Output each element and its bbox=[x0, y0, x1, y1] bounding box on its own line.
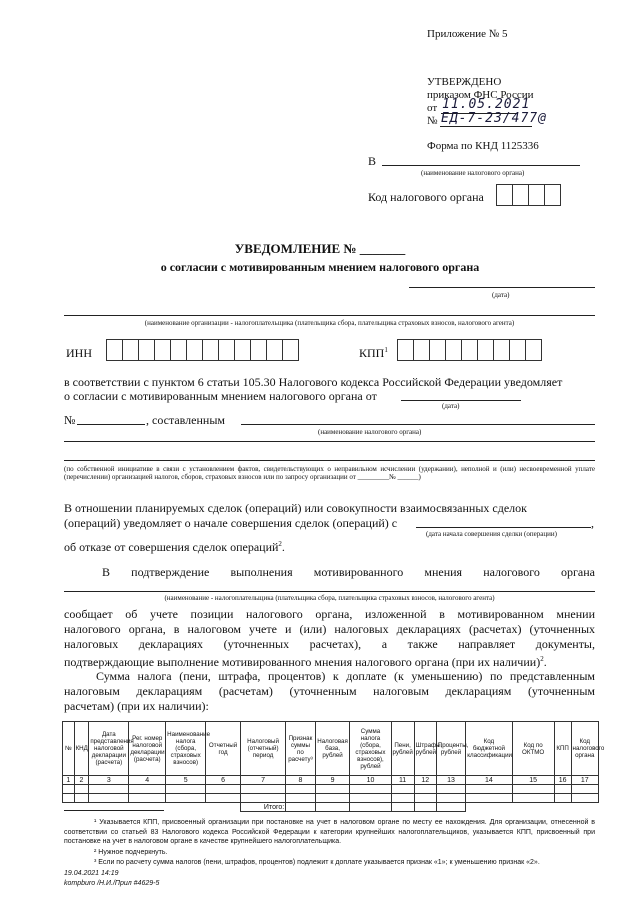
col-header: Код по ОКТМО bbox=[512, 722, 554, 776]
order-date-prefix: от bbox=[427, 102, 438, 114]
notice-title: УВЕДОМЛЕНИЕ № _______ bbox=[234, 241, 406, 256]
to-prefix: В bbox=[368, 154, 377, 168]
tax-authority-code-boxes[interactable] bbox=[496, 184, 560, 206]
order-number-handwritten: ЕД-7-23/477@ bbox=[441, 111, 547, 126]
inn-label: ИНН bbox=[66, 346, 92, 360]
compiled-label: , составленным bbox=[146, 413, 225, 427]
col-header: Отчетный год bbox=[206, 722, 241, 776]
table-row[interactable] bbox=[63, 785, 599, 794]
col-header: Штрафы, рублей bbox=[414, 722, 436, 776]
para1-line1: в соответствии с пунктом 6 статьи 105.30 Налогового кодекса Российской Федерации уведомляет bbox=[64, 375, 563, 389]
col-header: Налоговый (отчетный) период bbox=[240, 722, 285, 776]
compiled-caption: (наименование налогового органа) bbox=[318, 428, 422, 436]
kpp-boxes[interactable] bbox=[397, 339, 541, 361]
footnote-2: ² Нужное подчеркнуть. bbox=[94, 849, 168, 856]
order-by-label: приказом ФНС России bbox=[427, 89, 534, 101]
stamp-date: 19.04.2021 14:19 bbox=[64, 870, 119, 877]
declarations-table bbox=[62, 721, 605, 812]
col-header: КНД bbox=[74, 722, 89, 776]
deals-date-caption: (дата начала совершения сделки (операции) bbox=[426, 530, 557, 538]
col-header: Признак суммы по расчету³ bbox=[286, 722, 315, 776]
inn-boxes[interactable] bbox=[106, 339, 298, 361]
col-header: Рег. номер налоговой декларации (расчета) bbox=[129, 722, 166, 776]
approved-label: УТВЕРЖДЕНО bbox=[427, 76, 502, 88]
notice-subtitle: о согласии с мотивированным мнением налогового органа bbox=[160, 260, 480, 274]
col-header: Пени, рублей bbox=[391, 722, 414, 776]
col-header: КПП bbox=[554, 722, 571, 776]
kpp-label: КПП$^1$ bbox=[359, 346, 388, 360]
report-paragraph: сообщает об учете позиции налогового органа, изложенной в мотивированном мнении налогового органа, в налоговом учете и (или) налоговых декларациях (расчетах) (уточненных налоговых декларациях (уточненных расчетах), а также направляет документы, подтверждающие выполнение мотивированного мнения налогового органа (при их наличии)$^2$. bbox=[64, 607, 595, 669]
order-date-handwritten: 11.05.2021 bbox=[442, 97, 531, 112]
order-number-prefix: № bbox=[427, 115, 438, 127]
col-header: Налоговая база, рублей bbox=[315, 722, 350, 776]
table-header-row bbox=[63, 722, 599, 776]
col-header: Дата представления налоговой декларации (расчета) bbox=[89, 722, 129, 776]
compiled-no-label: № bbox=[64, 413, 76, 427]
tax-authority-caption: (наименование налогового органа) bbox=[421, 169, 525, 177]
form-code-label: Форма по КНД 1125336 bbox=[427, 140, 539, 152]
col-header: Код бюджетной классификации bbox=[466, 722, 512, 776]
confirm-caption: (наименование - налогоплательщика (плательщика сбора, плательщика страховых взносов, налогового агента) bbox=[164, 594, 495, 602]
sum-paragraph: Сумма налога (пени, штрафа, процентов) к доплате (к уменьшению) по представленным налоговым декларациям (расчетам) (уточненным налоговым декларациям (уточненным расчетам) (при их наличии): bbox=[64, 669, 595, 713]
deals-line2: (операций) уведомляет о начале совершения сделок (операций) с bbox=[64, 516, 398, 530]
para1-line2: о согласии с мотивированным мнением налогового органа от bbox=[64, 389, 377, 403]
footnote-3: ³ Если по расчету сумма налогов (пени, штрафов, процентов) подлежит к доплате указывается признак «1»; к уменьшению признак «2». bbox=[94, 859, 540, 866]
stamp-ref: kompburo /Н.И./Прил #4629-5 bbox=[64, 880, 160, 887]
confirm-line: В подтверждение выполнения мотивированного мнения налогового органа bbox=[102, 565, 595, 579]
org-caption: (наименование организации - налогоплательщика (плательщика сбора, плательщика страховых взносов, налогового агента) bbox=[144, 319, 515, 327]
deals-refusal: об отказе от совершения сделок операций$^2$. bbox=[64, 540, 285, 554]
table-row[interactable] bbox=[63, 794, 599, 803]
col-header: Сумма налога (сбора, страховых взносов), рублей bbox=[350, 722, 391, 776]
notice-date-caption: (дата) bbox=[492, 291, 510, 299]
deals-line1: В отношении планируемых сделок (операций) или совокупности взаимосвязанных сделок bbox=[64, 501, 527, 515]
tax-authority-code-label: Код налогового органа bbox=[368, 190, 484, 204]
para1-date-caption: (дата) bbox=[442, 402, 460, 410]
footnote-1: ¹ Указывается КПП, присвоенный организации при постановке на учет в налоговом органе по месту ее нахождения. Для организации, отнесенной в соответствии со статьей 83 Налогового кодекса Российской Федерации к категории крупнейших налогоплательщиков, указывается КПП, присвоенный при постановке на учет в налоговом органе в качестве крупнейшего налогоплательщика. bbox=[64, 819, 595, 845]
col-header: Код налогового органа bbox=[571, 722, 598, 776]
total-label: Итого: bbox=[240, 803, 285, 812]
table-number-row: 1 2 3 4 5 6 7 8 9 10 11 12 13 14 15 16 17 bbox=[63, 776, 599, 785]
appendix-label: Приложение № 5 bbox=[427, 28, 508, 40]
col-header: Наименование налога (сбора, страховых взносов) bbox=[166, 722, 206, 776]
col-header: Проценты, рублей bbox=[436, 722, 465, 776]
initiative-caption: (по собственной инициативе в связи с установлением фактов, свидетельствующих о неправильном исчислении (удержании), неполной и (или) несвоевременной уплате (перечислении) организацией налогов, сборов, страховых взносов или по запросу организации от _________№ ______) bbox=[64, 465, 595, 481]
col-header: № bbox=[63, 722, 75, 776]
